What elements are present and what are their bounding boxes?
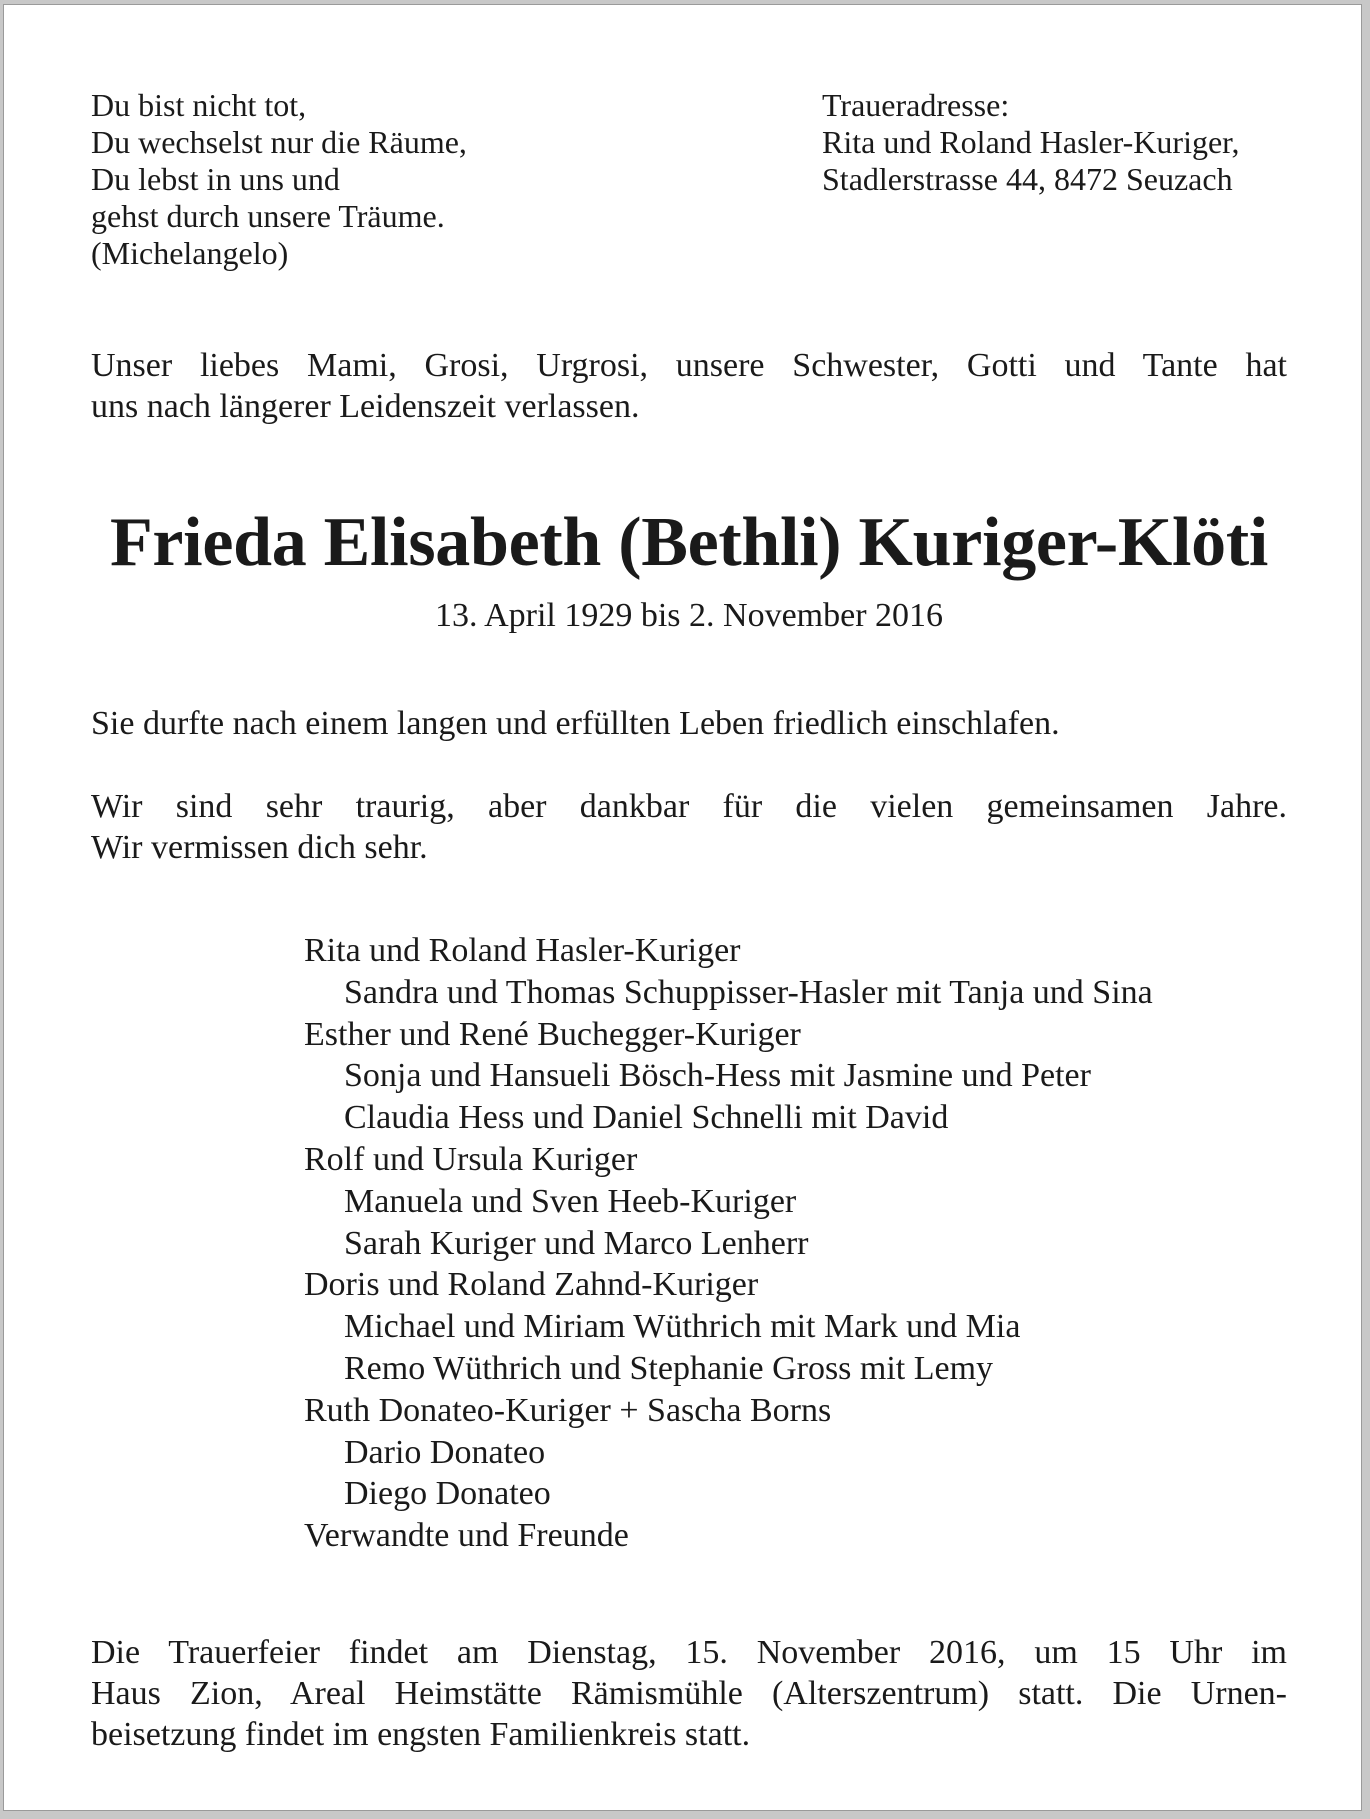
- family-list: [304, 930, 1304, 1557]
- family-member-secondary: Sarah Kuriger und Marco Lenherr: [344, 1224, 809, 1262]
- intro-line: uns nach längerer Leidenszeit verlassen.: [91, 388, 640, 425]
- funeral-service-paragraph: [91, 1632, 1287, 1755]
- intro-line: Unser liebes Mami, Grosi, Urgrosi, unsere Schwester, Gotti und Tante hat: [91, 347, 1287, 384]
- mourning-address-block: [822, 87, 1302, 198]
- message-paragraph-2: [91, 786, 1287, 868]
- family-member-secondary: Dario Donateo: [344, 1433, 546, 1471]
- family-member-primary: Esther und René Buchegger-Kuriger: [304, 1015, 801, 1053]
- intro-paragraph: [91, 345, 1287, 427]
- family-member-secondary: Sandra und Thomas Schuppisser-Hasler mit Tanja und Sina: [344, 973, 1153, 1011]
- poem-line: Du lebst in uns und: [91, 161, 340, 197]
- life-dates: 13. April 1929 bis 2. November 2016: [434, 597, 944, 634]
- message-paragraph-1: Sie durfte nach einem langen und erfüllten Leben friedlich einschlafen.: [91, 705, 1060, 742]
- family-member-secondary: Michael und Miriam Wüthrich mit Mark und Mia: [344, 1308, 1021, 1346]
- address-heading: Traueradresse:: [822, 87, 1010, 123]
- message-line: Wir vermissen dich sehr.: [91, 829, 428, 866]
- family-member-primary: Verwandte und Freunde: [304, 1517, 629, 1555]
- address-line: Rita und Roland Hasler-Kuriger,: [822, 124, 1240, 160]
- obituary-page: [3, 4, 1362, 1811]
- service-line: Die Trauerfeier findet am Dienstag, 15. November 2016, um 15 Uhr im: [91, 1634, 1287, 1671]
- service-line: beisetzung findet im engsten Familienkreis statt.: [91, 1716, 751, 1753]
- family-member-primary: Doris und Roland Zahnd-Kuriger: [304, 1266, 759, 1304]
- family-member-primary: Rolf und Ursula Kuriger: [304, 1140, 638, 1178]
- poem-block: [91, 87, 611, 272]
- address-line: Stadlerstrasse 44, 8472 Seuzach: [822, 161, 1233, 197]
- poem-line: gehst durch unsere Träume.: [91, 198, 445, 234]
- family-member-secondary: Sonja und Hansueli Bösch-Hess mit Jasmine und Peter: [344, 1057, 1091, 1095]
- poem-attribution: (Michelangelo): [91, 235, 289, 271]
- deceased-name: Frieda Elisabeth (Bethli) Kuriger-Klöti: [109, 504, 1269, 581]
- poem-line: Du wechselst nur die Räume,: [91, 124, 467, 160]
- family-member-secondary: Remo Wüthrich und Stephanie Gross mit Lemy: [344, 1349, 994, 1387]
- family-member-secondary: Diego Donateo: [344, 1475, 551, 1513]
- family-member-secondary: Manuela und Sven Heeb-Kuriger: [344, 1182, 797, 1220]
- family-member-secondary: Claudia Hess und Daniel Schnelli mit David: [344, 1099, 949, 1137]
- poem-line: Du bist nicht tot,: [91, 87, 307, 123]
- family-member-primary: Ruth Donateo-Kuriger + Sascha Borns: [304, 1391, 832, 1429]
- message-line: Wir sind sehr traurig, aber dankbar für die vielen gemeinsamen Jahre.: [91, 788, 1287, 825]
- service-line: Haus Zion, Areal Heimstätte Rämismühle (Alterszentrum) statt. Die Urnen-: [91, 1675, 1287, 1712]
- family-member-primary: Rita und Roland Hasler-Kuriger: [304, 932, 741, 969]
